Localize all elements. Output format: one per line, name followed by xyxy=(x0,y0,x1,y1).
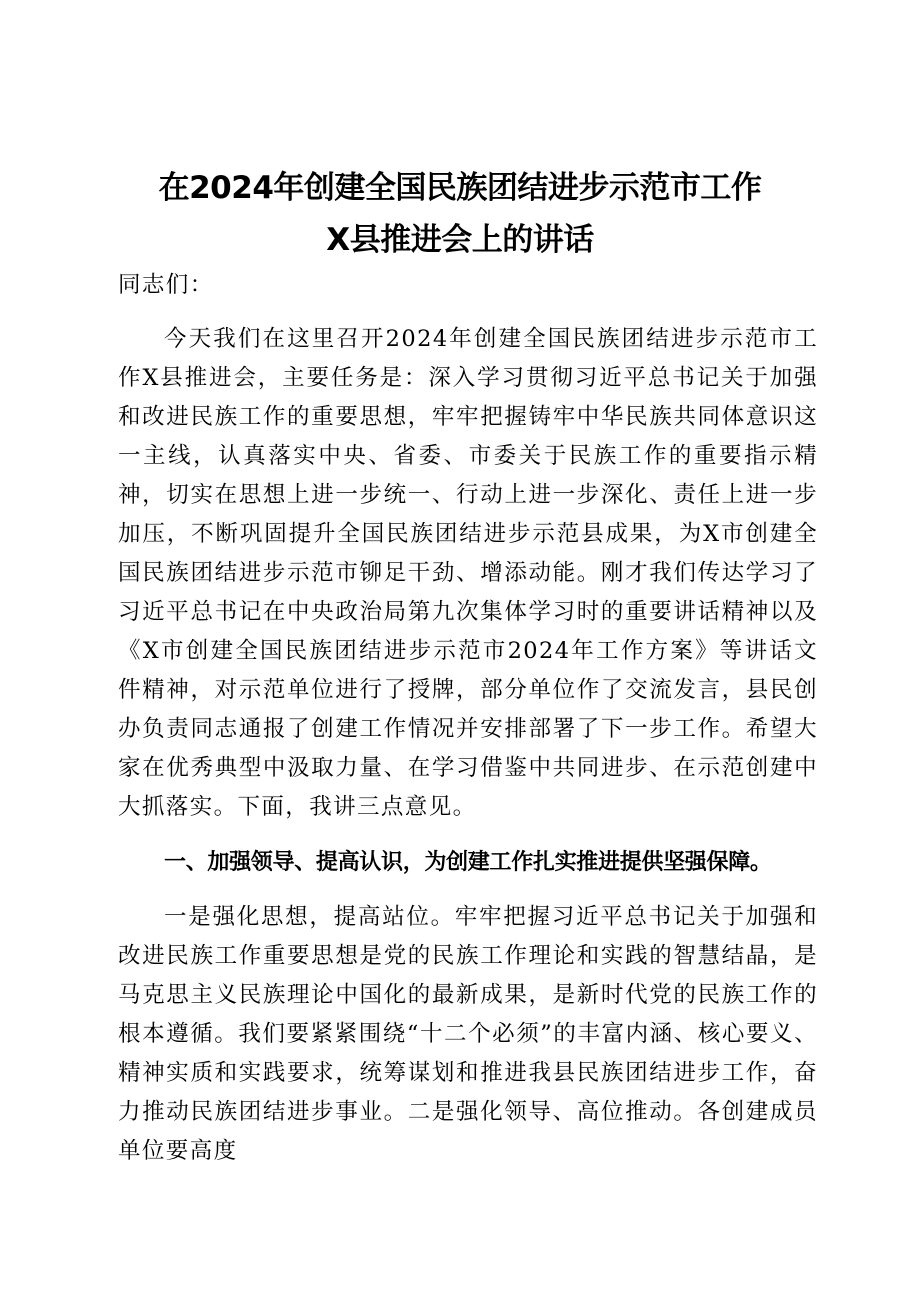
paragraph-section-1: 一是强化思想，提高站位。牢牢把握习近平总书记关于加强和改进民族工作重要思想是党的民族工作理论和实践的智慧结晶，是马克思主义民族理论中国化的最新成果，是新时代党的民族工作的根本遵循。我们要紧紧围绕“十二个必须”的丰富内涵、核心要义、精神实质和实践要求，统筹谋划和推进我县民族团结进步工作，奋力推动民族团结进步事业。二是强化领导、高位推动。各创建成员单位要高度 xyxy=(118,904,818,1164)
greeting: 同志们： xyxy=(118,272,214,298)
document-body xyxy=(118,266,818,1171)
title-line-2: X县推进会上的讲话 xyxy=(326,222,594,258)
title-line-1: 在2024年创建全国民族团结进步示范市工作 xyxy=(158,170,762,206)
section-heading-1: 一、加强领导、提高认识，为创建工作扎实推进提供坚强保障。 xyxy=(164,850,772,875)
paragraph-intro: 今天我们在这里召开2024年创建全国民族团结进步示范市工作X县推进会，主要任务是：深入学习贯彻习近平总书记关于加强和改进民族工作的重要思想，牢牢把握铸牢中华民族共同体意识这一主线，认真落实中央、省委、市委关于民族工作的重要指示精神，切实在思想上进一步统一、行动上进一步深化、责任上进一步加压，不断巩固提升全国民族团结进步示范县成果，为X市创建全国民族团结进步示范市铆足干劲、增添动能。刚才我们传达学习了习近平总书记在中央政治局第九次集体学习时的重要讲话精神以及《X市创建全国民族团结进步示范市2024年工作方案》等讲话文件精神，对示范单位进行了授牌，部分单位作了交流发言，县民创办负责同志通报了创建工作情况并安排部署了下一步工作。希望大家在优秀典型中汲取力量、在学习借鉴中共同进步、在示范创建中大抓落实。下面，我讲三点意见。 xyxy=(118,326,818,820)
document-title xyxy=(60,162,860,266)
